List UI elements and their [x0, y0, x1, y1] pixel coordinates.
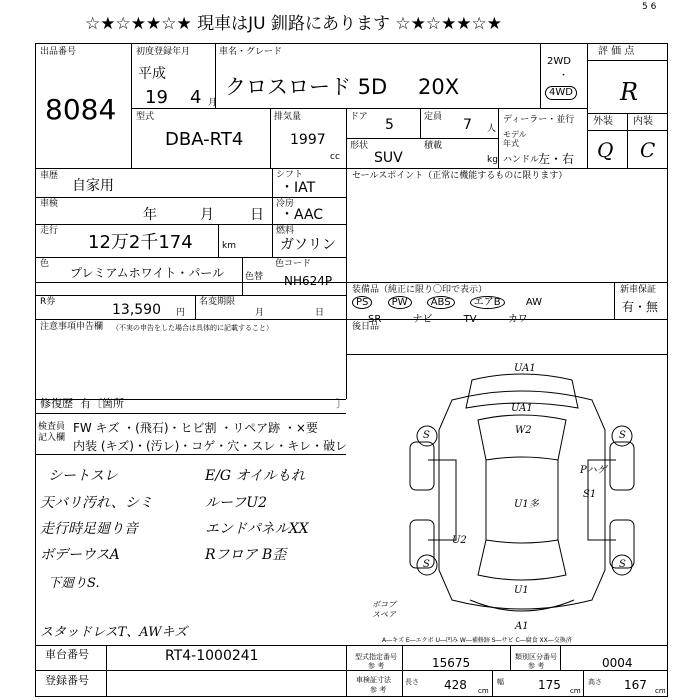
mark-u2: U2 [452, 535, 467, 546]
shape-value: SUV [374, 150, 403, 166]
model-value: DBA-RT4 [165, 129, 244, 150]
mileage-label: 走行 [40, 226, 59, 236]
equip-ps: PS [352, 296, 372, 309]
reg-no-label: 登録番号 [45, 674, 89, 687]
registration-label: 初度登録年月 [136, 47, 191, 57]
note-left-6: スタッドレスT、AWキズ [40, 625, 188, 640]
dimensions-sub: 参 考 [370, 686, 387, 694]
equip-sr: SR [368, 314, 382, 325]
length-unit: cm [478, 687, 489, 695]
note-left-5: 下廻りS. [48, 576, 100, 591]
equip-pw: PW [388, 296, 412, 309]
recycle-unit: 円 [176, 308, 186, 318]
corner-mark: 5 6 [642, 2, 657, 12]
displacement-value: 1997 [290, 132, 326, 148]
reg-month-unit: 月 [208, 98, 218, 108]
name-change-day: 日 [315, 308, 325, 318]
class-no-sub: 参 考 [528, 662, 545, 670]
capacity-value: 7 [463, 117, 472, 133]
equip-leather: カワ [507, 314, 528, 325]
mark-ua1-hood: UA1 [511, 403, 533, 414]
drive-2wd: 2WD [547, 56, 571, 67]
shaken-year: 年 [143, 207, 157, 223]
length-value: 428 [444, 678, 467, 692]
class-no-value: 0004 [602, 656, 633, 670]
color-change-label: 色替 [245, 272, 264, 282]
warranty-label: 新車保証 [620, 285, 657, 295]
note-right-1: E/G オイルもれ [205, 468, 305, 484]
name-change-label: 名変期限 [199, 297, 236, 307]
note-right-3: エンドパネルXX [205, 521, 309, 537]
width-unit: cm [570, 687, 581, 695]
after-day-label: 後日品 [352, 322, 380, 332]
ac-label: 冷房 [276, 199, 295, 209]
interior-value: C [640, 138, 656, 162]
note-left-4: ボデーウスA [40, 547, 120, 563]
dealer-label: ディーラー・並行 [503, 115, 575, 125]
fuel-label: 燃料 [276, 226, 295, 236]
exterior-value: Q [597, 138, 614, 162]
recycle-value: 13,590 [112, 302, 161, 318]
history-label: 車歴 [40, 171, 59, 181]
shape-label: 形状 [350, 141, 369, 151]
grade: 20X [418, 75, 460, 99]
shift-value: ・IAT [280, 180, 316, 196]
color-code: NH624P [284, 274, 333, 288]
note-right-2: ルーフU2 [205, 495, 268, 511]
mark-ua1-top: UA1 [514, 363, 536, 374]
equipment-label: 装備品（純正に限り〇印で表示） [352, 285, 488, 295]
fuel-value: ガソリン [280, 237, 336, 253]
mileage-value: 12万2千174 [88, 232, 193, 253]
mark-a1: A1 [515, 621, 529, 632]
warranty-value: 有・無 [622, 300, 659, 314]
carname-label: 車名・グレード [219, 47, 283, 57]
score-label: 評 価 点 [598, 46, 635, 57]
dimensions-label: 車検証寸法 [356, 676, 391, 684]
note-left-2: 天バリ汚れ、シミ [40, 495, 153, 511]
damage-legend: A―キズ E―エクボ U―凹み W―補修跡 S―サビ C―腐食 XX―交換済 [382, 637, 572, 644]
drive-4wd: 4WD [545, 86, 577, 100]
recycle-label: R券 [40, 297, 56, 307]
equip-abs: ABS [427, 296, 455, 309]
mark-s-rl: S [423, 559, 430, 570]
doors-label: ドア [350, 112, 368, 122]
type-designation-sub: 参 考 [368, 662, 385, 670]
equip-airbag: エアB [470, 296, 505, 309]
mark-s-rr: S [619, 559, 626, 570]
mark-paint-peel: Pハゲ [580, 465, 607, 476]
width-value: 175 [538, 678, 561, 692]
inspector-label2: 記入欄 [38, 433, 66, 443]
height-label: 高さ [588, 678, 602, 686]
model-year-label: モデル 年式 [503, 130, 527, 148]
reg-year: 19 [145, 87, 168, 108]
era: 平成 [138, 66, 166, 82]
reg-month: 4 [190, 87, 202, 108]
displacement-unit: cc [330, 152, 340, 162]
interior-label: 内装 [633, 116, 653, 127]
name-change-month: 月 [255, 308, 265, 318]
mark-u1-rear: U1 [514, 585, 529, 596]
mark-w2: W2 [515, 425, 532, 436]
score-value: R [620, 78, 639, 106]
equipment-row1 [352, 296, 612, 309]
model-label: 型式 [136, 112, 155, 122]
equipment-row2 [368, 310, 608, 325]
equip-tv: TV [463, 314, 477, 325]
shaken-label: 車検 [40, 199, 59, 209]
sales-point-label: セールスポイント（正常に機能するものに限ります） [352, 171, 568, 181]
equip-aw: AW [525, 297, 542, 308]
lot-number: 8084 [45, 93, 117, 126]
note-left-1: シートスレ [48, 468, 118, 484]
notes-label: 注意事項申告欄 [40, 322, 104, 332]
note-right-4: Rフロア B歪 [205, 547, 287, 563]
note-left-3: 走行時足廻り音 [40, 521, 138, 537]
car-name: クロスロード 5D [225, 75, 388, 99]
mark-s-fl: S [423, 430, 430, 441]
load-unit: kg [487, 155, 498, 165]
height-unit: cm [655, 687, 666, 695]
shift-label: シフト [276, 170, 304, 180]
chassis-label: 車台番号 [45, 648, 89, 661]
doors-value: 5 [385, 117, 394, 133]
width-label: 幅 [497, 678, 504, 686]
type-designation-label: 型式指定番号 [355, 653, 397, 661]
shaken-month: 月 [200, 207, 214, 223]
inspection-interior: 内装 (キズ)・(汚レ)・コゲ・穴・スレ・キレ・破レ [73, 439, 348, 453]
length-label: 長さ [405, 678, 419, 686]
banner: ☆★☆★★☆★ 現車はJU 釧路にあります ☆★☆★★☆★ [85, 14, 503, 34]
capacity-label: 定員 [424, 112, 443, 122]
type-designation-value: 15675 [432, 656, 471, 670]
handle-label: ハンドル [503, 155, 540, 165]
height-value: 167 [624, 678, 647, 692]
ac-value: ・AAC [280, 207, 324, 223]
repair-label: 修復歴 [40, 397, 73, 410]
mark-s-fr: S [619, 430, 626, 441]
history-value: 自家用 [72, 178, 114, 194]
repair-close: 〕 [336, 397, 347, 410]
repair-value: 有〔箇所 [80, 397, 124, 410]
lot-label: 出品番号 [40, 47, 77, 57]
color-value: プレミアムホワイト・パール [70, 266, 225, 280]
mileage-unit: km [222, 241, 236, 251]
capacity-unit: 人 [487, 124, 497, 134]
shaken-day: 日 [250, 207, 264, 223]
handle-value: 左・右 [538, 152, 575, 166]
drive-separator: ・ [559, 71, 569, 81]
exterior-label: 外装 [593, 116, 613, 127]
load-label: 積載 [424, 141, 443, 151]
displacement-label: 排気量 [274, 112, 302, 122]
mark-s1: S1 [583, 489, 597, 500]
notes-sub: （不実の申告をした場合は具体的に記載すること） [112, 324, 273, 332]
mark-spare: ボコブ スペア [372, 600, 396, 619]
class-no-label: 類別区分番号 [515, 653, 557, 661]
inspection-fw: FW キズ ・(飛石)・ヒビ割 ・リペア跡 ・×要 [73, 421, 318, 435]
mark-u1-roof: U1多 [514, 499, 539, 510]
chassis-value: RT4-1000241 [165, 648, 259, 664]
inspector-label: 検査員 [38, 422, 66, 432]
color-code-label: 色コード [275, 259, 312, 269]
equip-navi: ナビ [412, 314, 433, 325]
color-label: 色 [40, 259, 50, 269]
